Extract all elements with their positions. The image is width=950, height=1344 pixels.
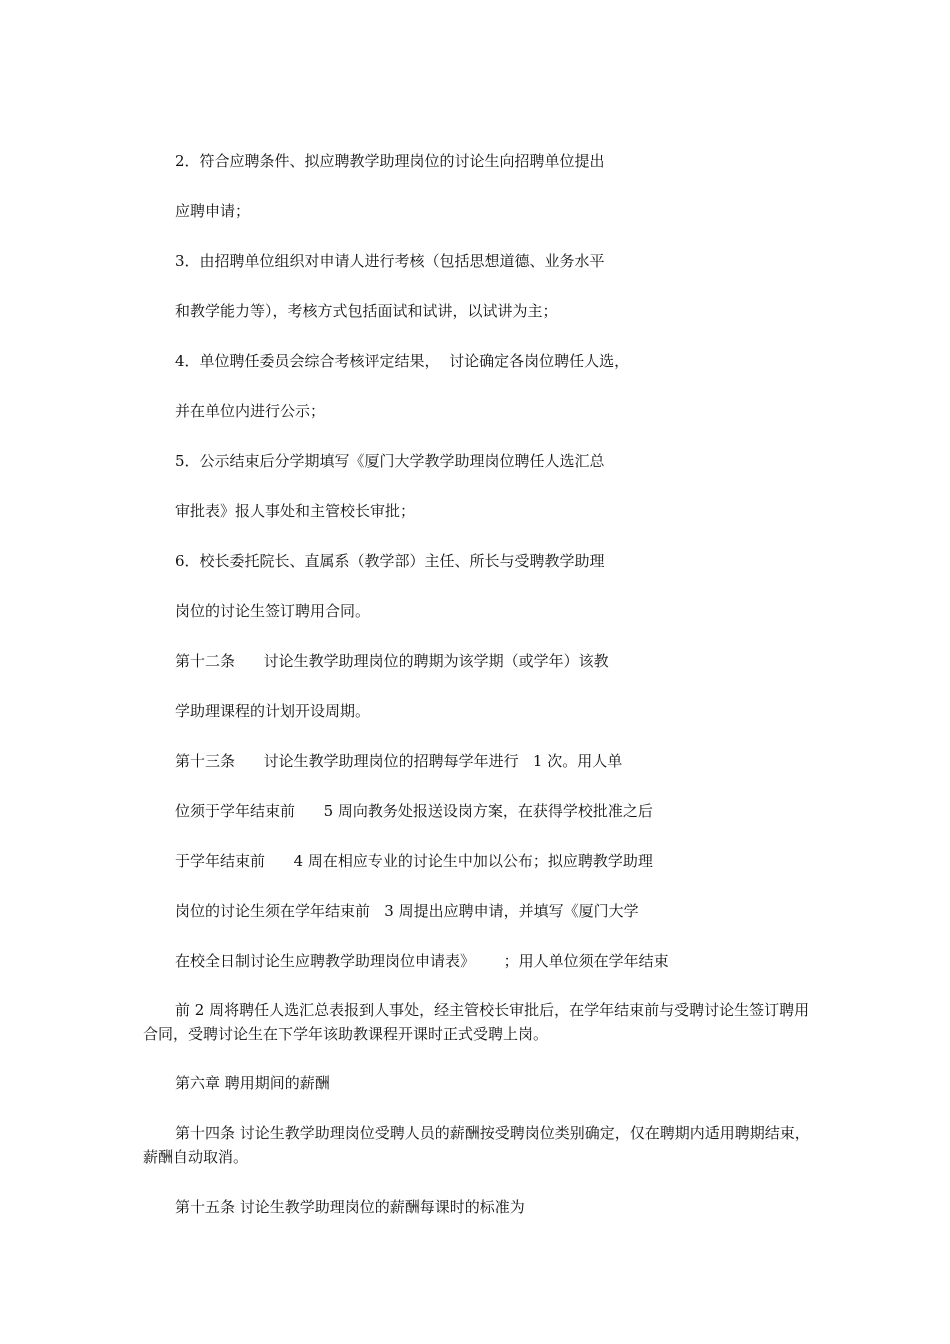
text-line: 和教学能力等），考核方式包括面试和试讲，以试讲为主； [175, 302, 558, 320]
text-line: 岗位的讨论生签订聘用合同。 [175, 602, 371, 620]
text-line: 6．校长委托院长、直属系（教学部）主任、所长与受聘教学助理 [175, 552, 605, 570]
text-line: 审批表》报人事处和主管校长审批； [175, 502, 416, 520]
article-15-paragraph: 第十五条 讨论生教学助理岗位的薪酬每课时的标准为 [175, 1198, 525, 1216]
article-14-paragraph: 第十四条 讨论生教学助理岗位受聘人员的薪酬按受聘岗位类别确定，仅在聘期内适用聘期结束，薪酬自动取消。 [143, 1124, 810, 1166]
text-line: 3．由招聘单位组织对申请人进行考核（包括思想道德、业务水平 [175, 252, 605, 270]
chapter-heading: 第六章 聘用期间的薪酬 [175, 1074, 330, 1092]
article-12-line: 第十二条 讨论生教学助理岗位的聘期为该学期（或学年）该教 [175, 652, 609, 670]
paragraph: 前 2 周将聘任人选汇总表报到人事处，经主管校长审批后，在学年结束前与受聘讨论生签订聘用合同，受聘讨论生在下学年该助教课程开课时正式受聘上岗。 [143, 1001, 810, 1043]
text-line: 2．符合应聘条件、拟应聘教学助理岗位的讨论生向招聘单位提出 [175, 152, 605, 170]
text-line: 位须于学年结束前 5 周向教务处报送设岗方案，在获得学校批准之后 [175, 802, 653, 820]
text-line: 4．单位聘任委员会综合考核评定结果， 讨论确定各岗位聘任人选， [175, 352, 630, 370]
text-line: 并在单位内进行公示； [175, 402, 326, 420]
text-line: 在校全日制讨论生应聘教学助理岗位申请表》 ；用人单位须在学年结束 [175, 952, 669, 970]
text-line: 5．公示结束后分学期填写《厦门大学教学助理岗位聘任人选汇总 [175, 452, 605, 470]
text-line: 应聘申请； [175, 202, 251, 220]
article-13-line: 第十三条 讨论生教学助理岗位的招聘每学年进行 1 次。用人单 [175, 752, 623, 770]
text-line: 于学年结束前 4 周在相应专业的讨论生中加以公布；拟应聘教学助理 [175, 852, 653, 870]
text-line: 岗位的讨论生须在学年结束前 3 周提出应聘申请，并填写《厦门大学 [175, 902, 639, 920]
text-line: 学助理课程的计划开设周期。 [175, 702, 371, 720]
